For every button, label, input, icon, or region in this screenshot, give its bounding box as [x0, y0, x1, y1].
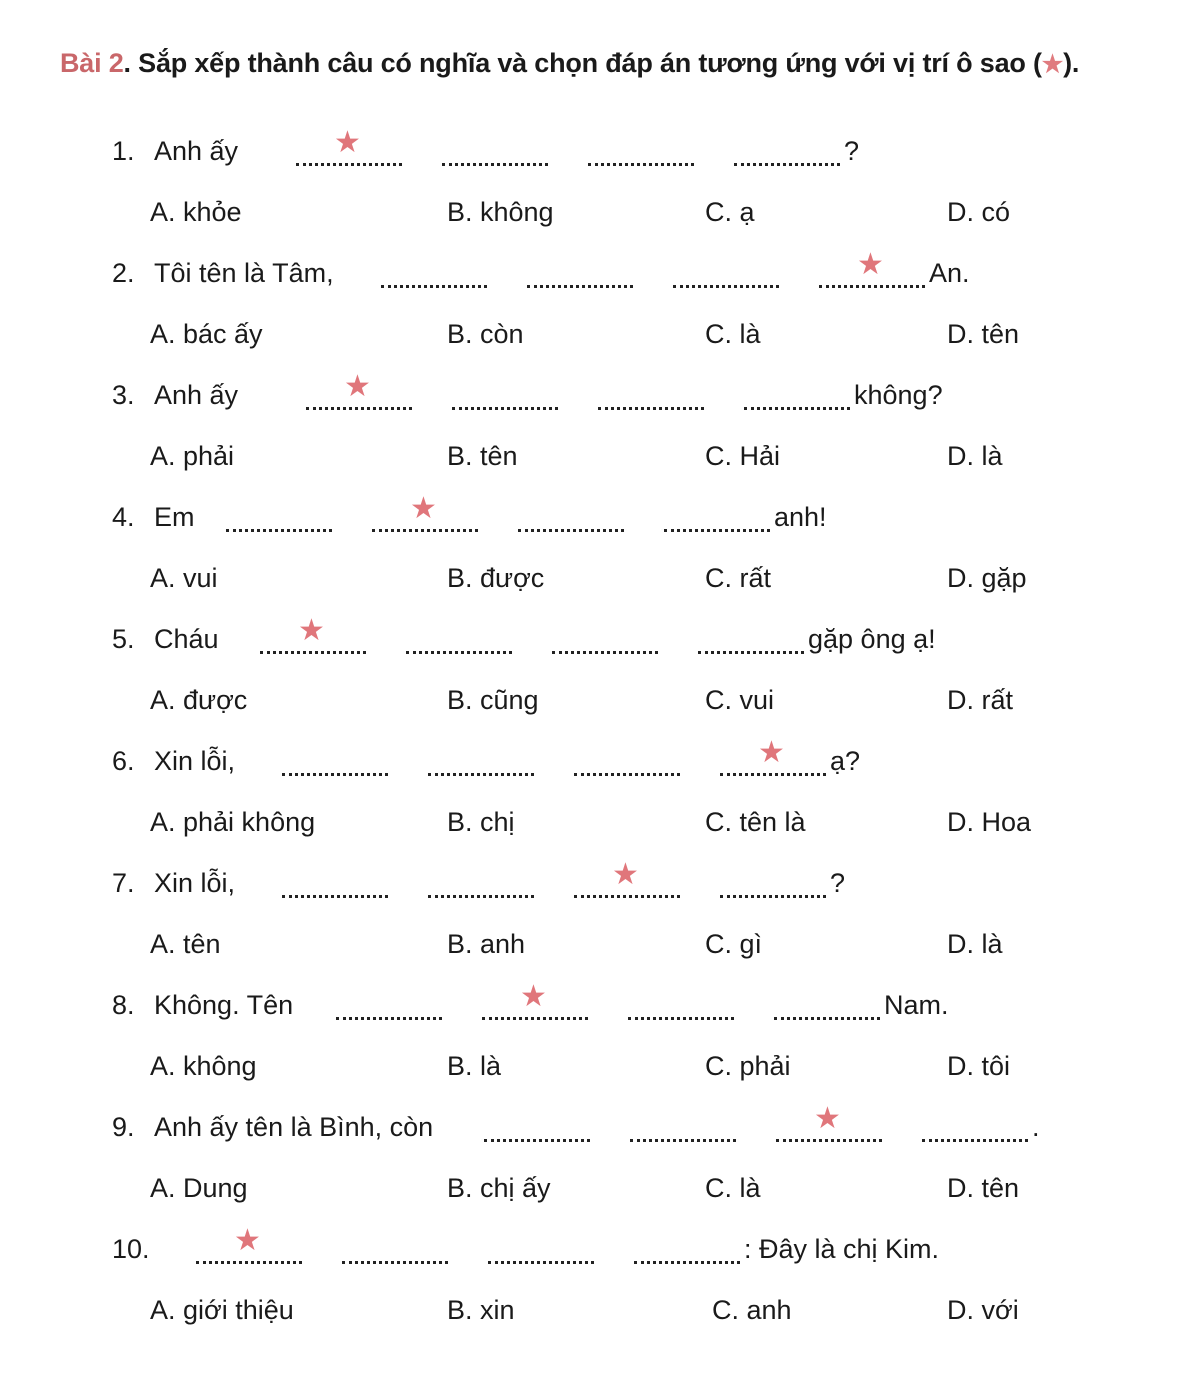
question-number: 1. [112, 136, 135, 166]
question-prompt: Không. Tên [154, 990, 294, 1020]
question-row [112, 248, 1182, 298]
answer-blank [406, 624, 512, 658]
option-d: D. rất [947, 685, 1014, 715]
option-a: A. giới thiệu [150, 1295, 294, 1325]
option-d: D. Hoa [947, 807, 1032, 837]
option-c: C. rất [705, 563, 772, 593]
answer-blank [488, 1234, 594, 1268]
answer-blank [588, 136, 694, 170]
answer-blank [922, 1112, 1028, 1146]
option-c: C. vui [705, 685, 775, 715]
answer-blank [260, 614, 366, 658]
question-number: 7. [112, 868, 135, 898]
answer-blank [776, 1102, 882, 1146]
question-row [112, 1102, 1182, 1152]
question-prompt: Anh ấy [154, 380, 239, 410]
options-row [150, 563, 1150, 603]
option-c: C. anh [712, 1295, 792, 1325]
question-number: 8. [112, 990, 135, 1020]
question-ending: Nam. [884, 990, 949, 1020]
option-d: D. là [947, 441, 1003, 471]
options-row [150, 685, 1150, 725]
answer-blank [482, 980, 588, 1024]
answer-blank [819, 248, 925, 292]
option-b: B. chị ấy [447, 1173, 551, 1203]
question-ending: gặp ông ạ! [808, 624, 936, 654]
question-ending: . [1032, 1112, 1040, 1142]
option-b: B. xin [447, 1295, 515, 1325]
answer-blank [296, 126, 402, 170]
option-c: C. là [705, 319, 761, 349]
options-row [150, 1295, 1150, 1335]
answer-blank [306, 370, 412, 414]
question-number: 10. [112, 1234, 150, 1264]
question-ending: ? [844, 136, 860, 166]
option-c: C. là [705, 1173, 761, 1203]
option-a: A. được [150, 685, 248, 715]
question-ending: anh! [774, 502, 827, 532]
options-row [150, 319, 1150, 359]
star-icon: ★ [344, 370, 371, 403]
question-row [112, 858, 1182, 908]
options-row [150, 929, 1150, 969]
answer-blank [720, 736, 826, 780]
star-icon: ★ [612, 858, 639, 891]
option-a: A. không [150, 1051, 257, 1081]
answer-blank [574, 746, 680, 780]
answer-blank [552, 624, 658, 658]
answer-blank [518, 502, 624, 536]
option-c: C. gì [705, 929, 763, 959]
answer-blank [720, 868, 826, 902]
question-row [112, 614, 1182, 664]
answer-blank [673, 258, 779, 292]
option-b: B. được [447, 563, 545, 593]
option-b: B. là [447, 1051, 502, 1081]
answer-blank [428, 868, 534, 902]
answer-blank [698, 624, 804, 658]
question-number: 6. [112, 746, 135, 776]
question-prompt: Xin lỗi, [154, 746, 236, 776]
question-row [112, 126, 1182, 176]
answer-blank [734, 136, 840, 170]
answer-blank [282, 868, 388, 902]
exercise-title [60, 48, 1180, 79]
question-number: 2. [112, 258, 135, 288]
question-number: 9. [112, 1112, 135, 1142]
star-icon: ★ [298, 614, 325, 647]
exercise-instruction: . Sắp xếp thành câu có nghĩa và chọn đáp án tương ứng với vị trí ô sao ( [123, 48, 1042, 78]
options-row [150, 807, 1150, 847]
option-a: A. vui [150, 563, 218, 593]
answer-blank [196, 1224, 302, 1268]
option-d: D. có [947, 197, 1011, 227]
answer-blank [630, 1112, 736, 1146]
option-b: B. không [447, 197, 554, 227]
option-c: C. ạ [705, 197, 755, 227]
option-d: D. tên [947, 1173, 1020, 1203]
answer-blank [574, 858, 680, 902]
answer-blank [372, 492, 478, 536]
option-a: A. khỏe [150, 197, 242, 227]
option-a: A. bác ấy [150, 319, 263, 349]
star-icon: ★ [410, 492, 437, 525]
exercise-number: Bài 2 [60, 48, 124, 78]
answer-blank [428, 746, 534, 780]
option-d: D. với [947, 1295, 1019, 1325]
question-ending: An. [929, 258, 970, 288]
option-d: D. tôi [947, 1051, 1011, 1081]
options-row [150, 197, 1150, 237]
answer-blank [744, 380, 850, 414]
star-icon: ★ [857, 248, 884, 281]
star-icon: ★ [234, 1224, 261, 1257]
question-row [112, 492, 1182, 542]
option-c: C. Hải [705, 441, 781, 471]
question-prompt: Tôi tên là Tâm, [154, 258, 334, 288]
exercise-instruction-end: ). [1063, 48, 1080, 78]
answer-blank [452, 380, 558, 414]
question-ending: ? [830, 868, 846, 898]
option-d: D. gặp [947, 563, 1027, 593]
star-icon: ★ [520, 980, 547, 1013]
answer-blank [634, 1234, 740, 1268]
option-a: A. phải không [150, 807, 316, 837]
question-prompt: Anh ấy [154, 136, 239, 166]
option-b: B. chị [447, 807, 515, 837]
question-prompt: Cháu [154, 624, 219, 654]
options-row [150, 1051, 1150, 1091]
options-row [150, 1173, 1150, 1213]
option-b: B. còn [447, 319, 524, 349]
answer-blank [598, 380, 704, 414]
question-ending: : Đây là chị Kim. [744, 1234, 940, 1264]
question-number: 3. [112, 380, 135, 410]
answer-blank [484, 1112, 590, 1146]
option-c: C. phải [705, 1051, 791, 1081]
answer-blank [774, 990, 880, 1024]
option-a: A. phải [150, 441, 235, 471]
question-number: 4. [112, 502, 135, 532]
answer-blank [282, 746, 388, 780]
question-row [112, 980, 1182, 1030]
answer-blank [442, 136, 548, 170]
answer-blank [342, 1234, 448, 1268]
question-ending: không? [854, 380, 943, 410]
answer-blank [336, 990, 442, 1024]
question-number: 5. [112, 624, 135, 654]
question-prompt: Xin lỗi, [154, 868, 236, 898]
answer-blank [664, 502, 770, 536]
question-prompt: Anh ấy tên là Bình, còn [154, 1112, 434, 1142]
option-d: D. là [947, 929, 1003, 959]
question-ending: ạ? [830, 746, 861, 776]
star-icon: ★ [1041, 51, 1064, 78]
option-a: A. Dung [150, 1173, 248, 1203]
star-icon: ★ [334, 126, 361, 159]
star-icon: ★ [758, 736, 785, 769]
answer-blank [226, 502, 332, 536]
option-c: C. tên là [705, 807, 806, 837]
option-b: B. tên [447, 441, 518, 471]
option-d: D. tên [947, 319, 1020, 349]
question-row [112, 370, 1182, 420]
option-b: B. cũng [447, 685, 539, 715]
answer-blank [527, 258, 633, 292]
question-row [112, 736, 1182, 786]
option-a: A. tên [150, 929, 221, 959]
answer-blank [628, 990, 734, 1024]
options-row [150, 441, 1150, 481]
option-b: B. anh [447, 929, 526, 959]
question-row [112, 1224, 1182, 1274]
answer-blank [381, 258, 487, 292]
star-icon: ★ [814, 1102, 841, 1135]
question-prompt: Em [154, 502, 195, 532]
